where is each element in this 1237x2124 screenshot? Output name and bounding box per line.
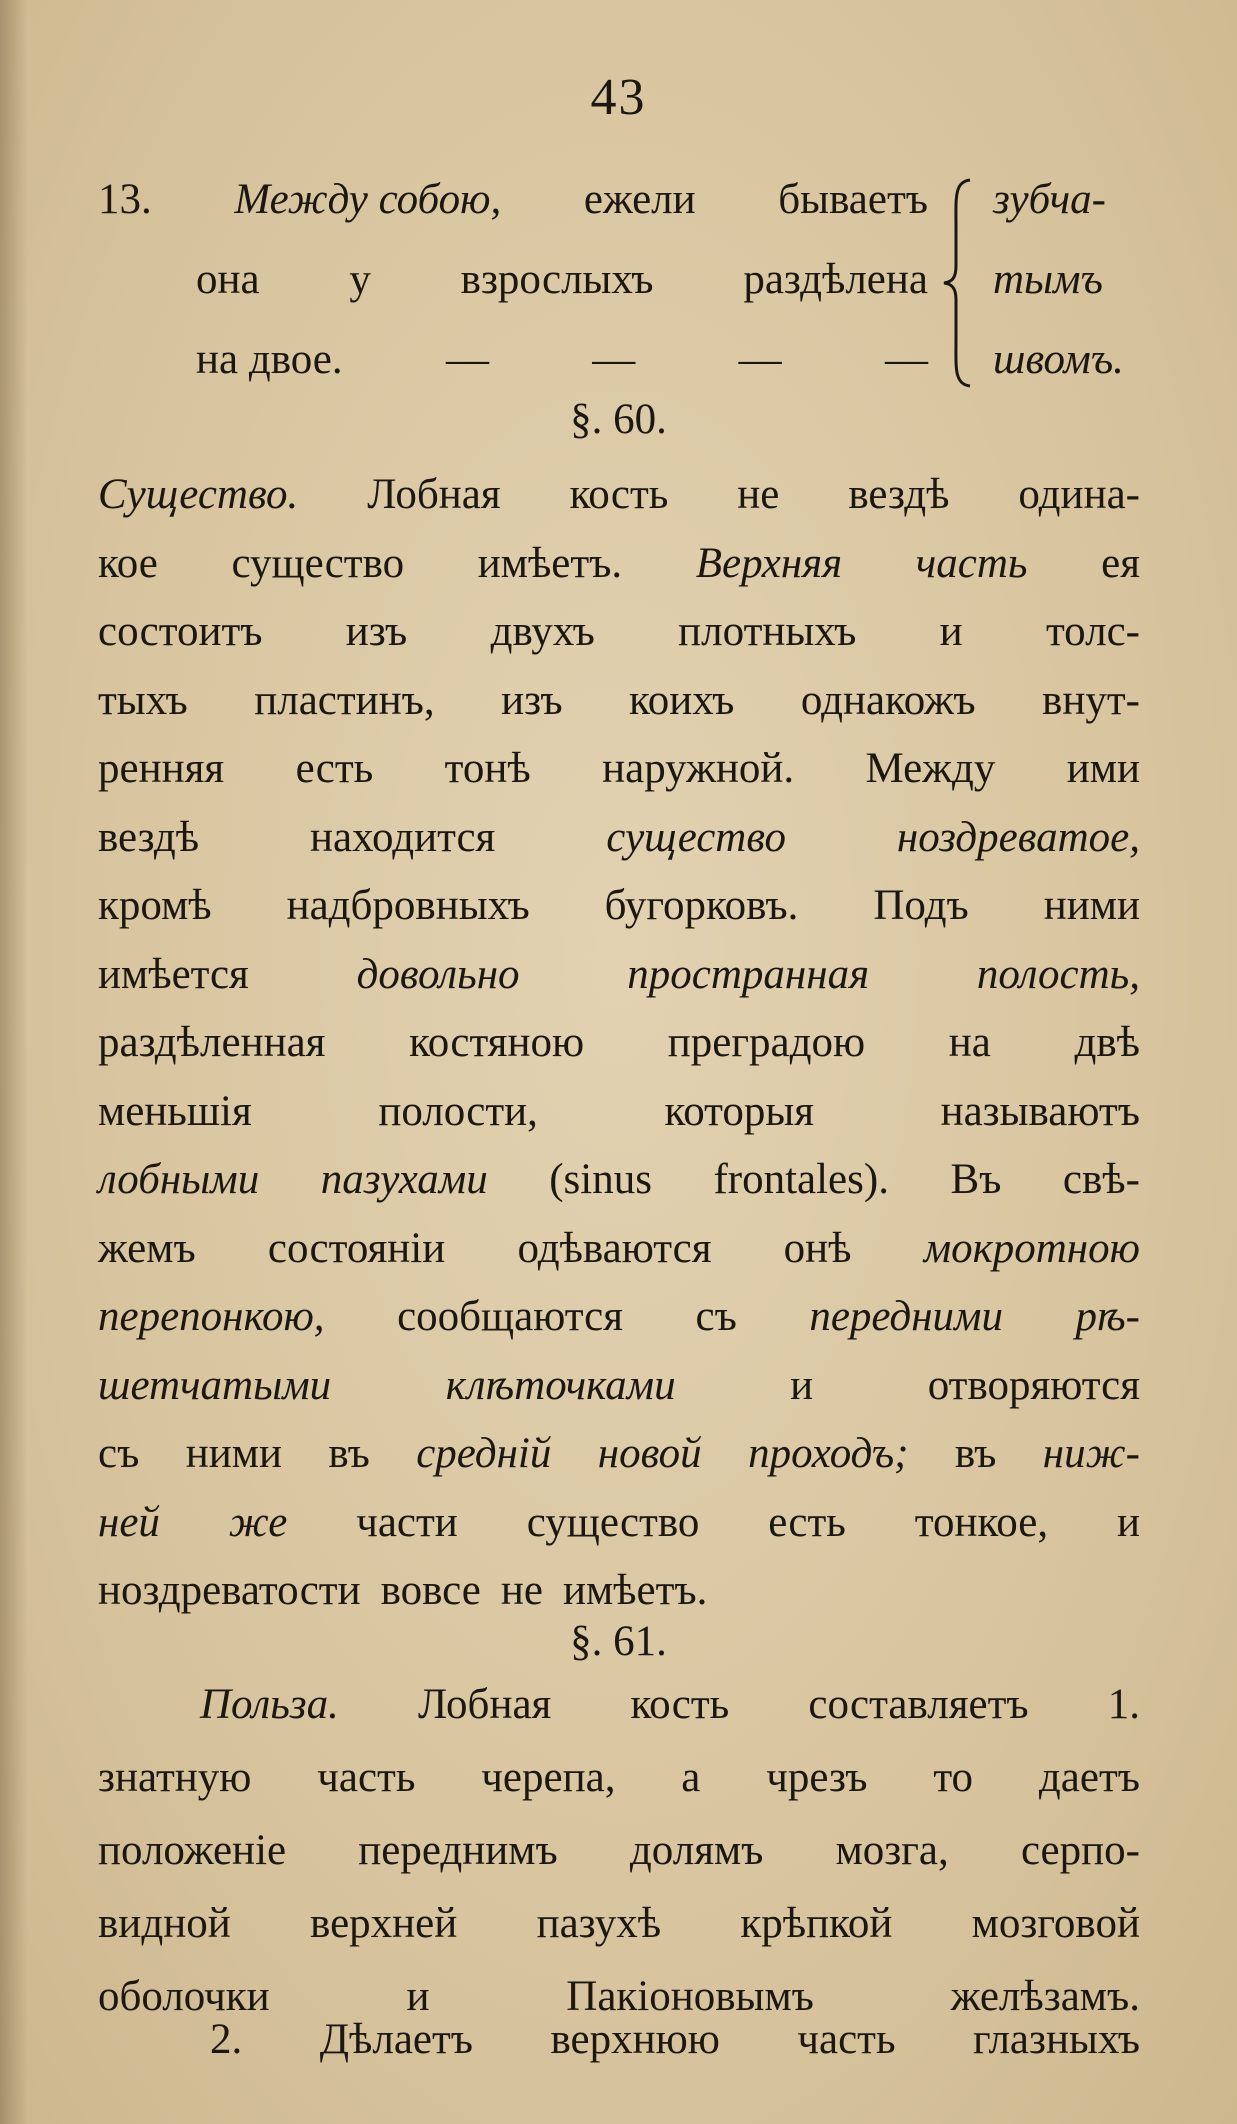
word: Существо. [98,471,299,518]
word: долямъ [629,1827,764,1874]
word: крѣпкой [740,1900,893,1947]
word: ними [1043,882,1140,929]
word: Дѣлаетъ [319,2016,474,2063]
word: то [933,1754,974,1801]
word: знатную [98,1754,252,1801]
word: имѣетъ. [562,1567,708,1614]
text-line [210,2000,1140,2080]
word: двухъ [490,608,595,655]
word: ноздреватости [98,1567,361,1614]
word: преградою [667,1019,866,1066]
word: Пакіоновымъ [566,1973,814,2020]
word: мозга, [835,1827,949,1874]
text-line [98,1738,1140,1818]
word: 1. [1107,1681,1140,1728]
word: отворяются [927,1361,1140,1409]
word: ея [1101,539,1140,587]
item13-word: у [349,256,371,303]
word: видной [98,1900,231,1947]
word: 2. [210,2016,243,2063]
word: бугорковъ. [604,882,799,929]
word: Въ [950,1156,1002,1203]
word: онѣ [783,1224,852,1272]
word: въ [328,1430,370,1477]
word: состоитъ [98,608,263,655]
word: проходъ; [748,1430,909,1477]
word: изъ [345,608,408,655]
item13-word: раздѣлена [743,256,928,303]
word: Лобная [367,471,501,518]
word: коихъ [629,676,735,724]
word: кое [98,539,158,587]
word: даетъ [1038,1754,1140,1801]
word: изъ [501,676,563,724]
page-number: 43 [590,69,647,126]
item13-word: — [445,336,489,383]
word: называютъ [940,1087,1140,1135]
word: имѣется [98,950,249,998]
item13-word: Между собою, [234,176,502,223]
word: пазухѣ [536,1900,662,1947]
word: переднимъ [358,1827,558,1874]
text-line [98,1884,1140,1964]
word: имѣетъ. [477,539,623,587]
item-13 [98,160,1158,400]
word: и [1116,1498,1140,1546]
item13-right-2: тымъ [993,256,1103,303]
word: рѣ- [1075,1293,1140,1340]
item13-right-1: зубча- [993,176,1106,223]
word: свѣ- [1062,1156,1140,1203]
item13-word: на двое. [196,336,343,383]
word: надбровныхъ [286,882,530,929]
item13-line-1 [98,160,928,240]
word: раздѣленная [98,1019,326,1066]
word: находится [310,813,496,861]
word: состояніи [267,1224,446,1272]
word: часть [797,2016,896,2063]
word: ними [185,1430,282,1477]
word: глазныхъ [973,2016,1140,2063]
word: не [737,471,780,518]
word: шетчатыми [98,1361,332,1409]
word: довольно [356,950,520,998]
word: Польза. [200,1681,339,1728]
curly-brace-icon [940,178,974,388]
word: ноздреватое, [896,813,1140,861]
word: Между [865,745,996,792]
word: ими [1066,745,1140,792]
word: ренняя [98,745,225,792]
word: мокротною [923,1224,1140,1272]
word: кромѣ [98,882,212,929]
word: кость [630,1681,730,1728]
word: сообщаются [397,1293,623,1340]
word: тонѣ [444,745,531,792]
word: одѣваются [517,1224,712,1272]
item13-word: — [884,336,928,383]
word: меньшія [98,1087,252,1135]
word: наружной. [602,745,795,792]
word: средній [416,1430,552,1477]
word: пазухами [320,1156,488,1203]
word: (sinus [549,1156,652,1203]
word: съ [695,1293,737,1340]
word: и [939,608,963,655]
word: мозговой [971,1900,1140,1947]
word: полости, [378,1087,538,1135]
item13-word: бываетъ [778,176,928,223]
word: верхнюю [550,2016,720,2063]
word: положеніе [98,1827,287,1874]
word: толс- [1045,608,1140,655]
word: костяною [409,1019,585,1066]
text-line [200,1665,1140,1745]
word: пространная [627,950,870,998]
word: тыхъ [98,676,188,724]
word: оболочки [98,1973,270,2020]
word: и [406,1973,430,2020]
item13-word: она [196,256,260,303]
word: frontales). [713,1156,889,1203]
text-line [98,1811,1140,1891]
word: часть [915,539,1028,587]
word: въ [954,1430,997,1477]
word: верхней [310,1900,458,1947]
section-heading-60: §. 60. [570,396,667,443]
word: полость, [976,950,1140,998]
item13-right-3: швомъ. [993,336,1124,383]
word: а [681,1754,701,1801]
section-heading-61: §. 61. [570,1618,667,1665]
word: жемъ [98,1224,196,1272]
word: Подъ [873,882,969,929]
word: часть [317,1754,416,1801]
word: существо [606,813,786,861]
word: Верхняя [695,539,843,587]
word: части [356,1498,458,1546]
word: есть [295,745,374,792]
item13-word: взрослыхъ [460,256,654,303]
word: новой [597,1430,702,1477]
word: желѣзамъ. [950,1973,1140,2020]
word: существо [526,1498,700,1546]
word: одина- [1018,471,1140,518]
word: чрезъ [766,1754,868,1801]
item13-word: — [738,336,782,383]
word: двѣ [1074,1019,1140,1066]
word: существо [231,539,405,587]
word: на [948,1019,991,1066]
word: клѣточками [445,1361,676,1409]
word: черепа, [481,1754,616,1801]
word: которыя [664,1087,815,1135]
word: Лобная [417,1681,552,1728]
word: ниж- [1042,1430,1140,1477]
word: серпо- [1020,1827,1140,1874]
word: составляетъ [808,1681,1029,1728]
word: вездѣ [98,813,200,861]
word: перепонкою, [98,1293,325,1340]
item13-word: — [592,336,636,383]
word: пластинъ, [254,676,435,724]
word: съ [98,1430,140,1477]
word: однакожъ [800,676,976,724]
page-edge-shadow [0,0,28,2124]
word: не [500,1567,543,1614]
word: лобными [98,1156,260,1203]
item13-number: 13. [98,176,152,223]
word: внут- [1042,676,1140,724]
item13-line-2 [196,240,928,320]
word: передними [809,1293,1003,1340]
word: тонкое, [914,1498,1049,1546]
item13-word: ежели [583,176,696,223]
word: ней [98,1498,160,1546]
word: кость [569,471,669,518]
word: вездѣ [848,471,950,518]
word: есть [768,1498,846,1546]
word: и [790,1361,814,1409]
word: вовсе [380,1567,481,1614]
word: же [228,1498,288,1546]
word: плотныхъ [678,608,857,655]
